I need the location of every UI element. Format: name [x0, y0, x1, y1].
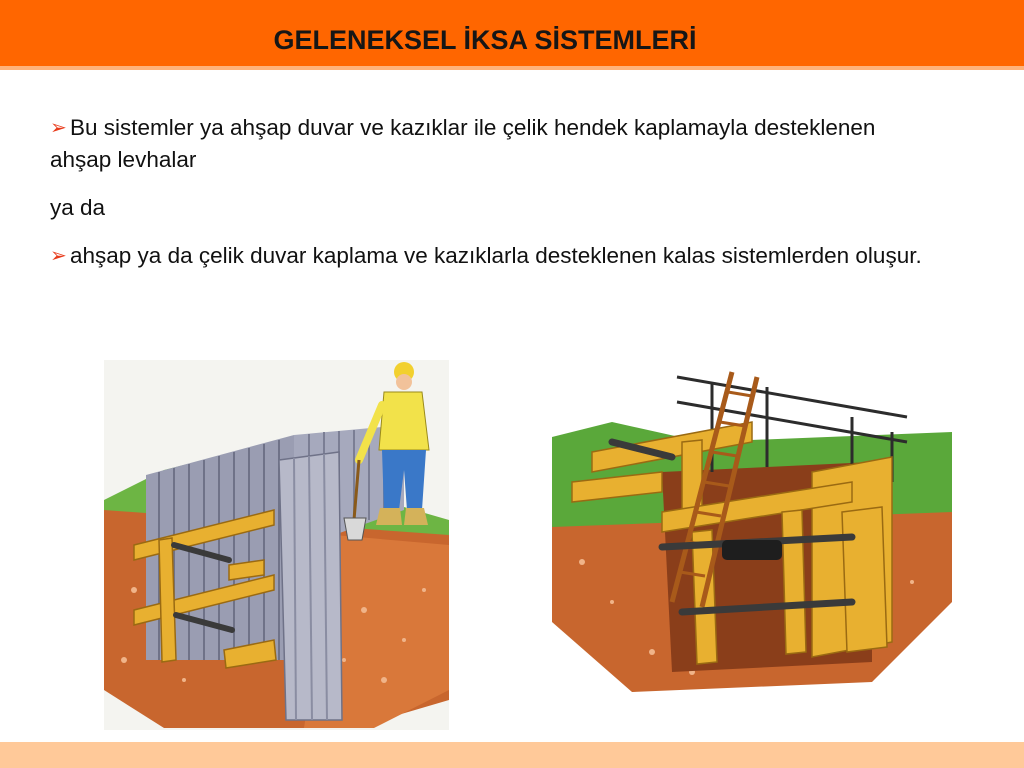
paragraph-text: ya da: [50, 195, 106, 220]
paragraph-text: ahşap ya da çelik duvar kaplama ve kazıklarla desteklenen kalas sistemlerden oluşur.: [70, 243, 922, 268]
arrow-bullet-icon: ➢: [50, 117, 67, 139]
timber-shored-trench-icon: [552, 362, 952, 692]
slide-body: [50, 112, 934, 289]
footer-bar: [0, 742, 1024, 768]
title-bar: [0, 0, 1024, 70]
bullet-paragraph: [50, 112, 934, 175]
timber-shored-trench-illustration: [552, 362, 952, 692]
sheet-pile-trench-illustration: [104, 360, 449, 730]
plain-paragraph: [50, 192, 934, 223]
slide-title: GELENEKSEL İKSA SİSTEMLERİ: [273, 25, 697, 55]
bullet-paragraph: [50, 240, 934, 272]
sheet-pile-trench-icon: [104, 360, 449, 730]
arrow-bullet-icon: ➢: [50, 245, 67, 267]
paragraph-text: Bu sistemler ya ahşap duvar ve kazıklar ile çelik hendek kaplamayla desteklenen ahşap levhalar: [50, 115, 876, 172]
